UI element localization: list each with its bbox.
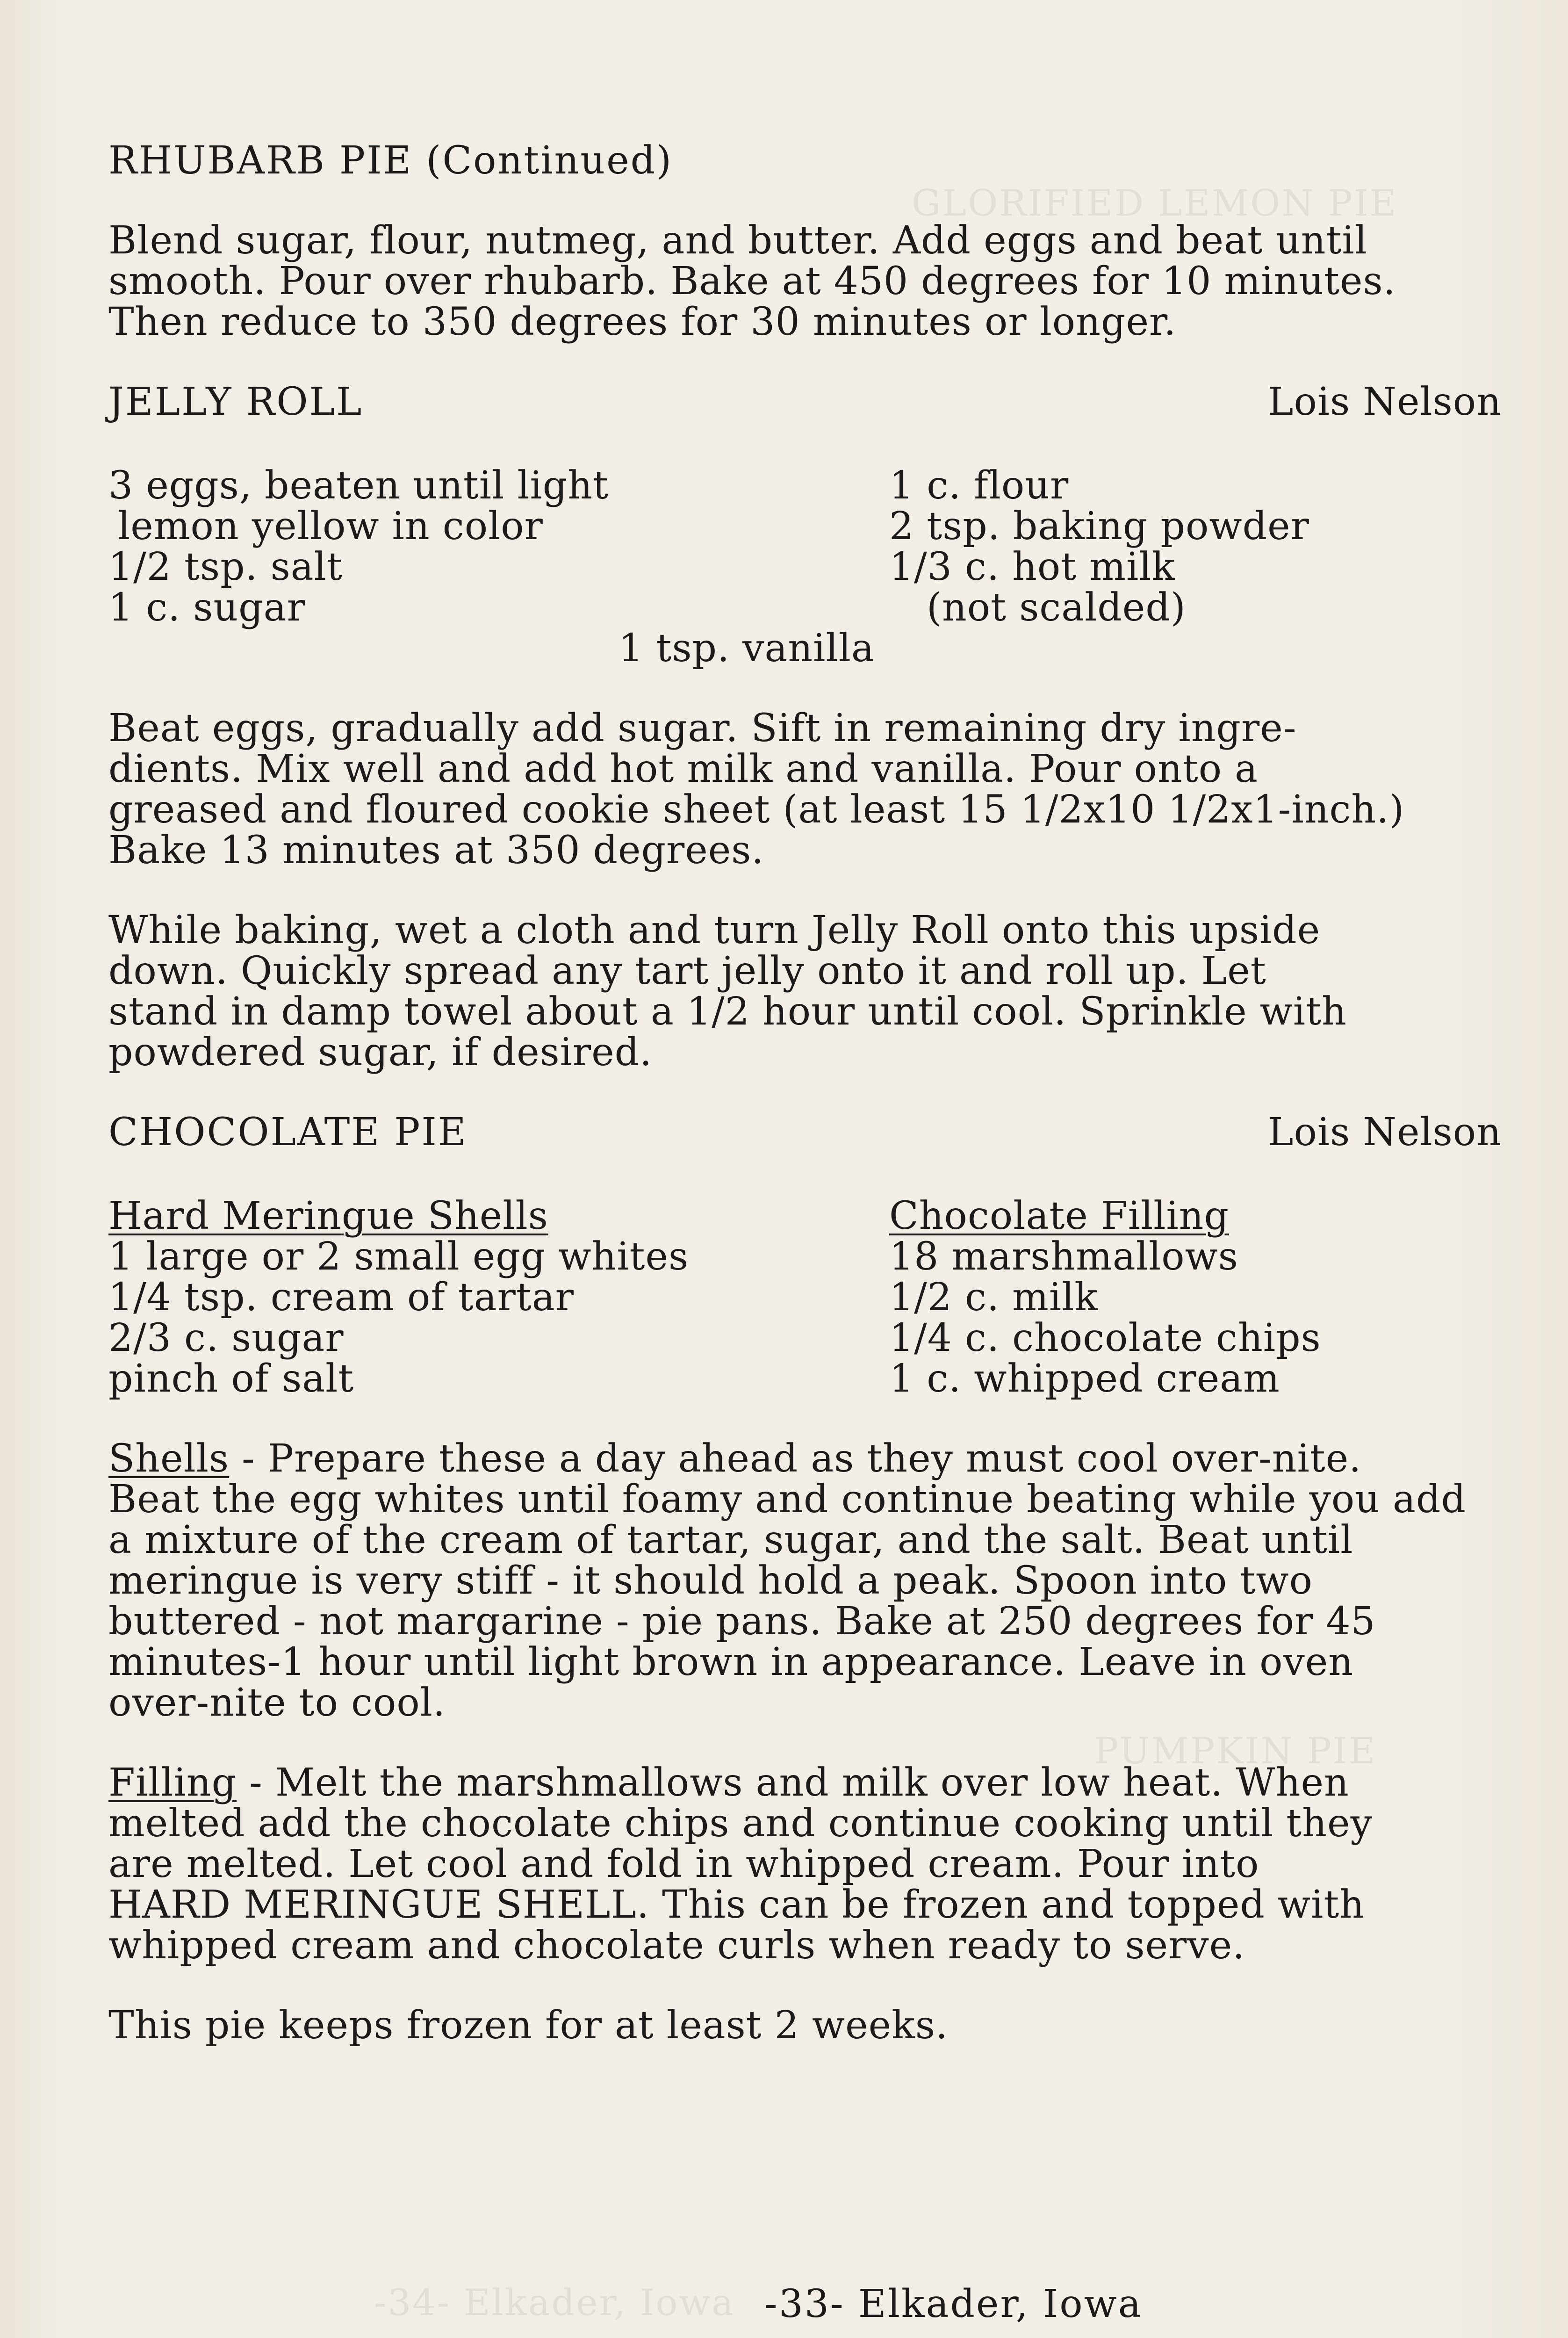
ingredient: 3 eggs, beaten until light: [108, 463, 609, 508]
text-line: meringue is very stiff - it should hold a peak. Spoon into two: [108, 1559, 1313, 1603]
ingredient: 1 c. sugar: [108, 585, 306, 630]
ingredient: 18 marshmallows: [889, 1234, 1238, 1279]
filling-instructions: [108, 1762, 1502, 1966]
text-line: Beat the egg whites until foamy and continue beating while you add: [108, 1477, 1467, 1522]
text-line: smooth. Pour over rhubarb. Bake at 450 degrees for 10 minutes.: [108, 259, 1396, 303]
meringue-shells-heading: Hard Meringue Shells: [108, 1194, 548, 1238]
footer-place: Elkader, Iowa: [858, 2282, 1143, 2326]
chocolate-pie-title: CHOCOLATE PIE: [108, 1110, 468, 1155]
jelly-roll-header: [108, 382, 1502, 422]
bleed-through-pie2: PUMPKIN PIE: [1094, 1730, 1377, 1772]
text-line: Blend sugar, flour, nutmeg, and butter. Add eggs and beat until: [108, 218, 1367, 263]
jelly-roll-title: JELLY ROLL: [108, 380, 363, 424]
ingredient: (not scalded): [927, 585, 1186, 630]
shells-label: Shells: [108, 1436, 230, 1481]
ingredient: 1/2 c. milk: [889, 1275, 1098, 1320]
page-number: -33-: [764, 2282, 845, 2326]
text-line: down. Quickly spread any tart jelly onto it and roll up. Let: [108, 949, 1266, 993]
filling-label: Filling: [108, 1761, 237, 1805]
text-line: Then reduce to 350 degrees for 30 minutes or longer.: [108, 300, 1177, 344]
text-line: dients. Mix well and add hot milk and vanilla. Pour onto a: [108, 747, 1259, 791]
jelly-roll-instructions-1: [108, 708, 1502, 871]
text-line: over-nite to cool.: [108, 1681, 446, 1725]
text-line: melted add the chocolate chips and continue cooking until they: [108, 1801, 1373, 1846]
text-line: While baking, wet a cloth and turn Jelly Roll onto this upside: [108, 908, 1321, 953]
ingredient: 1/3 c. hot milk: [889, 545, 1176, 589]
ingredient-vanilla: 1 tsp. vanilla: [619, 626, 875, 671]
page-footer: [764, 2282, 1143, 2326]
chocolate-pie-header: [108, 1112, 1502, 1153]
text-line: buttered - not margarine - pie pans. Bake at 250 degrees for 45: [108, 1599, 1376, 1644]
text-line: - Prepare these a day ahead as they must cool over-nite.: [229, 1436, 1362, 1481]
text-line: stand in damp towel about a 1/2 hour until cool. Sprinkle with: [108, 989, 1347, 1034]
chocolate-pie-author: Lois Nelson: [1268, 1110, 1502, 1155]
chocolate-pie-ingredients: [108, 1196, 1502, 1399]
text-line: HARD MERINGUE SHELL. This can be frozen and topped with: [108, 1883, 1365, 1927]
text-line: a mixture of the cream of tartar, sugar, and the salt. Beat until: [108, 1518, 1353, 1562]
bleed-through-title: GLORIFIED LEMON PIE: [912, 182, 1398, 224]
rhubarb-body: [108, 220, 1502, 342]
text-line: greased and floured cookie sheet (at least 15 1/2x10 1/2x1-inch.): [108, 787, 1405, 832]
jelly-roll-author: Lois Nelson: [1268, 380, 1502, 424]
shells-instructions: [108, 1438, 1502, 1723]
ingredient: 1 large or 2 small egg whites: [108, 1234, 689, 1279]
ingredient: 2/3 c. sugar: [108, 1316, 344, 1360]
ingredient: pinch of salt: [108, 1357, 354, 1401]
ingredient: 2 tsp. baking powder: [889, 504, 1309, 548]
ingredient: 1 c. whipped cream: [889, 1357, 1280, 1401]
jelly-roll-instructions-2: [108, 910, 1502, 1073]
text-line: Bake 13 minutes at 350 degrees.: [108, 828, 764, 873]
text-line: powdered sugar, if desired.: [108, 1030, 653, 1075]
text-line: whipped cream and chocolate curls when ready to serve.: [108, 1923, 1245, 1968]
bleed-through-footer: -34- Elkader, Iowa: [374, 2282, 735, 2324]
text-line: - Melt the marshmallows and milk over low heat. When: [237, 1761, 1349, 1805]
freezing-note: This pie keeps frozen for at least 2 weeks.: [108, 2003, 949, 2048]
ingredient: lemon yellow in color: [118, 504, 543, 548]
chocolate-filling-heading: Chocolate Filling: [889, 1194, 1229, 1238]
rhubarb-title: RHUBARB PIE (Continued): [108, 138, 673, 183]
ingredient: 1/2 tsp. salt: [108, 545, 343, 589]
text-line: Beat eggs, gradually add sugar. Sift in remaining dry ingre-: [108, 706, 1297, 750]
jelly-roll-ingredients: [108, 465, 1502, 628]
ingredient: 1 c. flour: [889, 463, 1069, 508]
text-line: are melted. Let cool and fold in whipped cream. Pour into: [108, 1842, 1259, 1886]
ingredient: 1/4 c. chocolate chips: [889, 1316, 1321, 1360]
text-line: minutes-1 hour until light brown in appearance. Leave in oven: [108, 1640, 1354, 1684]
page-content: [108, 140, 1502, 2046]
ingredient: 1/4 tsp. cream of tartar: [108, 1275, 574, 1320]
